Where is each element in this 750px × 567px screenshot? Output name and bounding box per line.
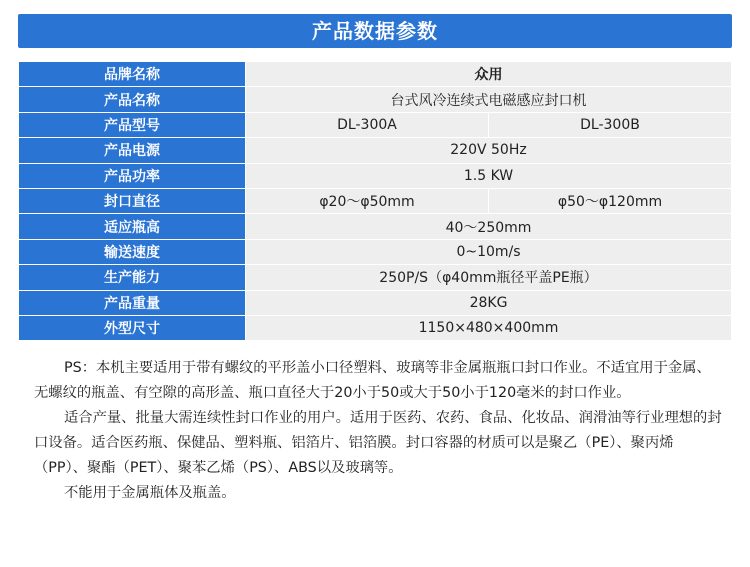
table-row bbox=[19, 290, 732, 315]
spec-value: φ50～φ120mm bbox=[489, 188, 732, 213]
spec-value: 1.5 KW bbox=[246, 163, 732, 188]
spec-value: 台式风冷连续式电磁感应封口机 bbox=[246, 87, 732, 112]
spec-label: 产品型号 bbox=[19, 112, 246, 137]
spec-value: 28KG bbox=[246, 290, 732, 315]
spec-label: 生产能力 bbox=[19, 265, 246, 290]
notes-section bbox=[34, 356, 724, 506]
table-row bbox=[19, 239, 732, 264]
spec-value: φ20～φ50mm bbox=[246, 188, 489, 213]
spec-table bbox=[18, 61, 732, 341]
spec-label: 输送速度 bbox=[19, 239, 246, 264]
table-row bbox=[19, 214, 732, 239]
spec-label: 产品名称 bbox=[19, 87, 246, 112]
note-paragraph: 适合产量、批量大需连续性封口作业的用户。适用于医药、农药、食品、化妆品、润滑油等行业理想的封口设备。适合医药瓶、保健品、塑料瓶、铝箔片、铝箔膜。封口容器的材质可以是聚乙（PE）、聚丙烯（PP）、聚酯（PET）、聚苯乙烯（PS）、ABS以及玻璃等。 bbox=[34, 410, 722, 476]
spec-value: 250P/S（φ40mm瓶径平盖PE瓶） bbox=[246, 265, 732, 290]
spec-value: 40～250mm bbox=[246, 214, 732, 239]
table-row bbox=[19, 87, 732, 112]
note-paragraph: 不能用于金属瓶体及瓶盖。 bbox=[64, 485, 236, 501]
spec-label: 封口直径 bbox=[19, 188, 246, 213]
spec-label: 外型尺寸 bbox=[19, 315, 246, 340]
spec-label: 产品重量 bbox=[19, 290, 246, 315]
spec-label: 产品电源 bbox=[19, 138, 246, 163]
spec-value: DL-300A bbox=[246, 112, 489, 137]
spec-label: 产品功率 bbox=[19, 163, 246, 188]
note-paragraph: PS：本机主要适用于带有螺纹的平形盖小口径塑料、玻璃等非金属瓶瓶口封口作业。不适宜用于金属、无螺纹的瓶盖、有空隙的高形盖、瓶口直径大于20小于50或大于50小于120毫米的封口作业。 bbox=[34, 360, 711, 401]
spec-value: 0~10m/s bbox=[246, 239, 732, 264]
spec-value: DL-300B bbox=[489, 112, 732, 137]
page-title: 产品数据参数 bbox=[312, 19, 438, 43]
spec-value: 众用 bbox=[246, 62, 732, 87]
table-row bbox=[19, 265, 732, 290]
spec-label: 品牌名称 bbox=[19, 62, 246, 87]
table-row bbox=[19, 138, 732, 163]
spec-value: 1150×480×400mm bbox=[246, 315, 732, 340]
table-row bbox=[19, 315, 732, 340]
table-row bbox=[19, 112, 732, 137]
title-banner bbox=[18, 14, 732, 48]
table-row bbox=[19, 163, 732, 188]
spec-value: 220V 50Hz bbox=[246, 138, 732, 163]
table-row bbox=[19, 62, 732, 87]
spec-label: 适应瓶高 bbox=[19, 214, 246, 239]
table-row bbox=[19, 188, 732, 213]
